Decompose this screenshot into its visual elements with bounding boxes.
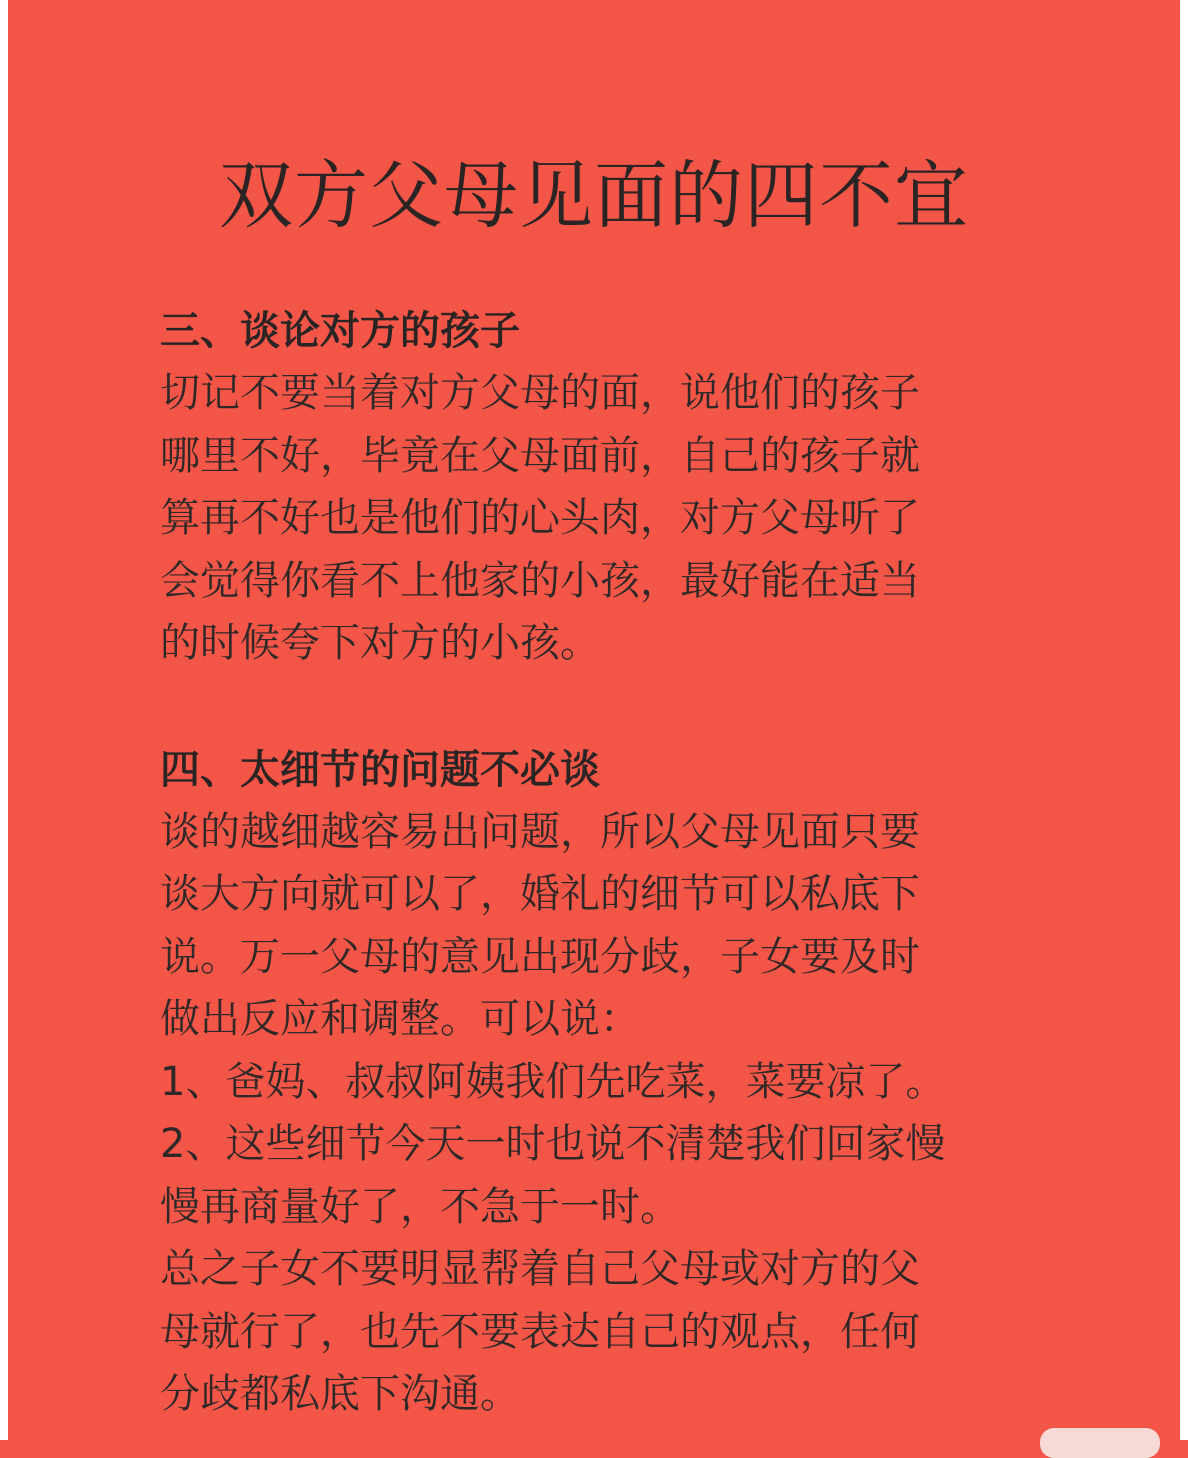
paragraph-line: 哪里不好，毕竟在父母面前，自己的孩子就 [160,432,920,479]
corner-overlay [1040,1428,1160,1458]
paragraph-line: 谈大方向就可以了，婚礼的细节可以私底下 [160,871,920,917]
paragraph-line: 做出反应和调整。可以说： [160,996,640,1042]
paragraph-line: 算再不好也是他们的心头肉，对方父母听了 [160,495,920,541]
list-item-continued: 慢再商量好了，不急于一时。 [160,1183,680,1230]
list-item: 2、这些细节今天一时也说不清楚我们回家慢 [160,1121,946,1167]
paragraph-line: 谈的越细越容易出问题，所以父母见面只要 [160,808,920,855]
paragraph-line: 母就行了，也先不要表达自己的观点，任何 [160,1308,920,1355]
section-heading: 四、太细节的问题不必谈 [160,746,600,793]
paragraph-line: 会觉得你看不上他家的小孩，最好能在适当 [160,557,920,604]
section-three [160,300,1080,675]
section-four [160,739,1080,1426]
paragraph-line: 的时候夸下对方的小孩。 [160,620,600,666]
article-body [160,300,1080,1426]
section-heading: 三、谈论对方的孩子 [160,308,520,354]
paragraph-line: 总之子女不要明显帮着自己父母或对方的父 [160,1246,920,1292]
page-title: 双方父母见面的四不宜 [219,153,969,239]
paragraph-line: 分歧都私底下沟通。 [160,1371,520,1417]
paragraph-line: 切记不要当着对方父母的面，说他们的孩子 [160,370,920,416]
paragraph-line: 说。万一父母的意见出现分歧，子女要及时 [160,933,920,980]
list-item: 1、爸妈、叔叔阿姨我们先吃菜，菜要凉了。 [160,1058,946,1105]
section-gap [160,675,1080,739]
